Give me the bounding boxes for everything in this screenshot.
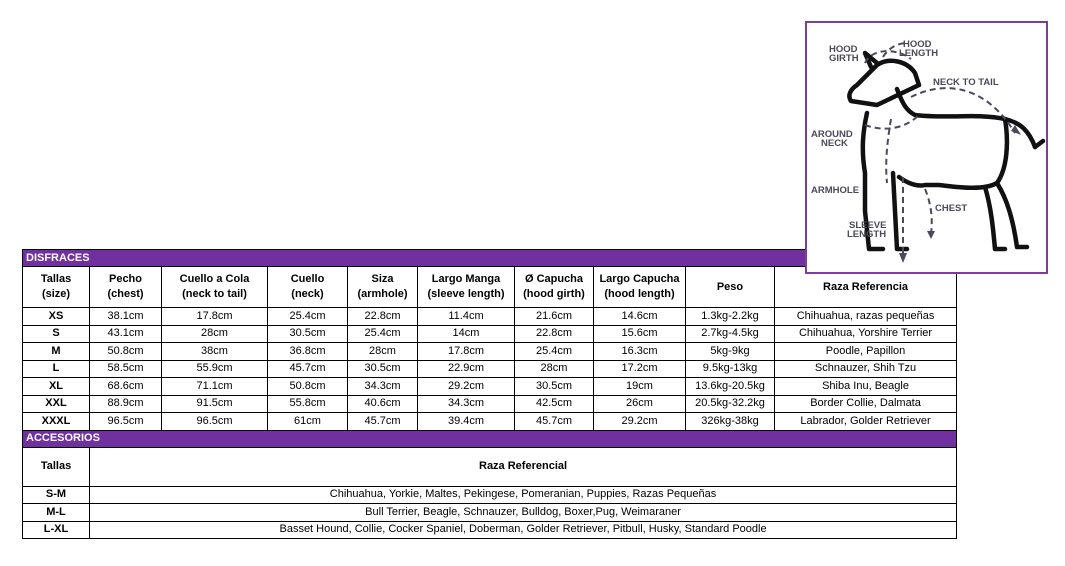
size-cell: XXL: [23, 395, 90, 413]
breed-cell: Shiba Inu, Beagle: [775, 378, 957, 396]
header-tallas: Tallas (size): [23, 267, 90, 308]
weight-cell: 5kg-9kg: [686, 343, 775, 361]
header-largo-manga: Largo Manga (sleeve length): [418, 267, 515, 308]
disfraces-title: DISFRACES: [23, 250, 957, 267]
table-row: [23, 343, 957, 361]
hood-girth-cell: 21.6cm: [515, 308, 594, 326]
breed-cell: Schnauzer, Shih Tzu: [775, 360, 957, 378]
size-cell: L: [23, 360, 90, 378]
hood-length-cell: 17.2cm: [594, 360, 686, 378]
chest-cell: 68.6cm: [90, 378, 162, 396]
neck-cell: 50.8cm: [268, 378, 348, 396]
header-pecho: Pecho (chest): [90, 267, 162, 308]
accesorios-column-headers: [23, 447, 957, 486]
hood-length-cell: 19cm: [594, 378, 686, 396]
size-cell: M: [23, 343, 90, 361]
hood-girth-cell: 45.7cm: [515, 413, 594, 431]
sleeve-length-cell: 29.2cm: [418, 378, 515, 396]
table-row: [23, 395, 957, 413]
weight-cell: 326kg-38kg: [686, 413, 775, 431]
neck-cell: 61cm: [268, 413, 348, 431]
accessory-breed-cell: Bull Terrier, Beagle, Schnauzer, Bulldog, Boxer,Pug, Weimaraner: [90, 504, 957, 522]
table-row: [23, 521, 957, 539]
accessory-size-cell: S-M: [23, 486, 90, 504]
neck-to-tail-cell: 28cm: [162, 325, 268, 343]
table-row: [23, 378, 957, 396]
chest-cell: 50.8cm: [90, 343, 162, 361]
header-capucha: Ø Capucha (hood girth): [515, 267, 594, 308]
header-largo-capucha: Largo Capucha (hood length): [594, 267, 686, 308]
neck-to-tail-cell: 71.1cm: [162, 378, 268, 396]
neck-to-tail-cell: 91.5cm: [162, 395, 268, 413]
hood-girth-cell: 22.8cm: [515, 325, 594, 343]
weight-cell: 13.6kg-20.5kg: [686, 378, 775, 396]
armhole-cell: 45.7cm: [348, 413, 418, 431]
size-cell: XS: [23, 308, 90, 326]
sleeve-length-cell: 17.8cm: [418, 343, 515, 361]
table-row: [23, 308, 957, 326]
neck-to-tail-cell: 38cm: [162, 343, 268, 361]
sleeve-length-cell: 14cm: [418, 325, 515, 343]
neck-to-tail-cell: 17.8cm: [162, 308, 268, 326]
hood-length-cell: 26cm: [594, 395, 686, 413]
hood-length-cell: 29.2cm: [594, 413, 686, 431]
weight-cell: 2.7kg-4.5kg: [686, 325, 775, 343]
hood-girth-cell: 28cm: [515, 360, 594, 378]
accesorios-section-header: [23, 430, 957, 447]
header-cuello-a-cola: Cuello a Cola (neck to tail): [162, 267, 268, 308]
neck-to-tail-label: NECK TO TAIL: [933, 77, 999, 88]
header-raza-referencial: Raza Referencial: [90, 447, 957, 486]
hood-girth-label-1: HOOD: [829, 44, 858, 55]
accessory-breed-cell: Chihuahua, Yorkie, Maltes, Pekingese, Pomeranian, Puppies, Razas Pequeñas: [90, 486, 957, 504]
armhole-cell: 22.8cm: [348, 308, 418, 326]
armhole-label: ARMHOLE: [811, 185, 860, 196]
hood-length-cell: 14.6cm: [594, 308, 686, 326]
sleeve-length-cell: 34.3cm: [418, 395, 515, 413]
armhole-cell: 40.6cm: [348, 395, 418, 413]
size-cell: XXXL: [23, 413, 90, 431]
breed-cell: Chihuahua, Yorshire Terrier: [775, 325, 957, 343]
chest-cell: 58.5cm: [90, 360, 162, 378]
neck-cell: 36.8cm: [268, 343, 348, 361]
size-cell: XL: [23, 378, 90, 396]
hood-girth-cell: 30.5cm: [515, 378, 594, 396]
neck-to-tail-cell: 96.5cm: [162, 413, 268, 431]
armhole-cell: 30.5cm: [348, 360, 418, 378]
chest-cell: 96.5cm: [90, 413, 162, 431]
neck-to-tail-cell: 55.9cm: [162, 360, 268, 378]
hood-length-label-2: LENGTH: [899, 48, 939, 59]
table-row: [23, 325, 957, 343]
weight-cell: 20.5kg-32.2kg: [686, 395, 775, 413]
hood-girth-label-2: GIRTH: [829, 53, 859, 64]
dog-measurement-diagram: [805, 21, 1048, 274]
accesorios-title: ACCESORIOS: [23, 430, 957, 447]
around-neck-label-2: NECK: [821, 138, 848, 149]
table-row: [23, 486, 957, 504]
dog-illustration: [807, 23, 1046, 272]
table-row: [23, 360, 957, 378]
sleeve-length-cell: 11.4cm: [418, 308, 515, 326]
hood-length-label-1: HOOD: [903, 39, 932, 50]
neck-cell: 25.4cm: [268, 308, 348, 326]
armhole-cell: 34.3cm: [348, 378, 418, 396]
neck-cell: 30.5cm: [268, 325, 348, 343]
accessory-breed-cell: Basset Hound, Collie, Cocker Spaniel, Doberman, Golder Retriever, Pitbull, Husky, Standard Poodle: [90, 521, 957, 539]
armhole-cell: 28cm: [348, 343, 418, 361]
header-peso: Peso: [686, 267, 775, 308]
breed-cell: Chihuahua, razas pequeñas: [775, 308, 957, 326]
header-siza: Siza (armhole): [348, 267, 418, 308]
chest-cell: 43.1cm: [90, 325, 162, 343]
chest-cell: 88.9cm: [90, 395, 162, 413]
size-cell: S: [23, 325, 90, 343]
hood-length-cell: 16.3cm: [594, 343, 686, 361]
around-neck-label-1: AROUND: [811, 129, 853, 140]
breed-cell: Poodle, Papillon: [775, 343, 957, 361]
table-row: [23, 504, 957, 522]
header-cuello: Cuello (neck): [268, 267, 348, 308]
sleeve-length-cell: 39.4cm: [418, 413, 515, 431]
header-raza-referencia: Raza Referencia: [775, 267, 957, 308]
size-chart-table: [22, 249, 957, 539]
chest-label: CHEST: [935, 203, 968, 214]
hood-girth-cell: 42.5cm: [515, 395, 594, 413]
neck-cell: 45.7cm: [268, 360, 348, 378]
hood-length-cell: 15.6cm: [594, 325, 686, 343]
armhole-cell: 25.4cm: [348, 325, 418, 343]
header-tallas-accesorios: Tallas: [23, 447, 90, 486]
neck-cell: 55.8cm: [268, 395, 348, 413]
weight-cell: 9.5kg-13kg: [686, 360, 775, 378]
table-row: [23, 413, 957, 431]
sleeve-length-label-1: SLEEVE: [849, 220, 887, 231]
sleeve-length-label-2: LENGTH: [847, 229, 887, 240]
breed-cell: Border Collie, Dalmata: [775, 395, 957, 413]
accessory-size-cell: L-XL: [23, 521, 90, 539]
breed-cell: Labrador, Golder Retriever: [775, 413, 957, 431]
chest-cell: 38.1cm: [90, 308, 162, 326]
sleeve-length-cell: 22.9cm: [418, 360, 515, 378]
hood-girth-cell: 25.4cm: [515, 343, 594, 361]
accessory-size-cell: M-L: [23, 504, 90, 522]
weight-cell: 1.3kg-2.2kg: [686, 308, 775, 326]
